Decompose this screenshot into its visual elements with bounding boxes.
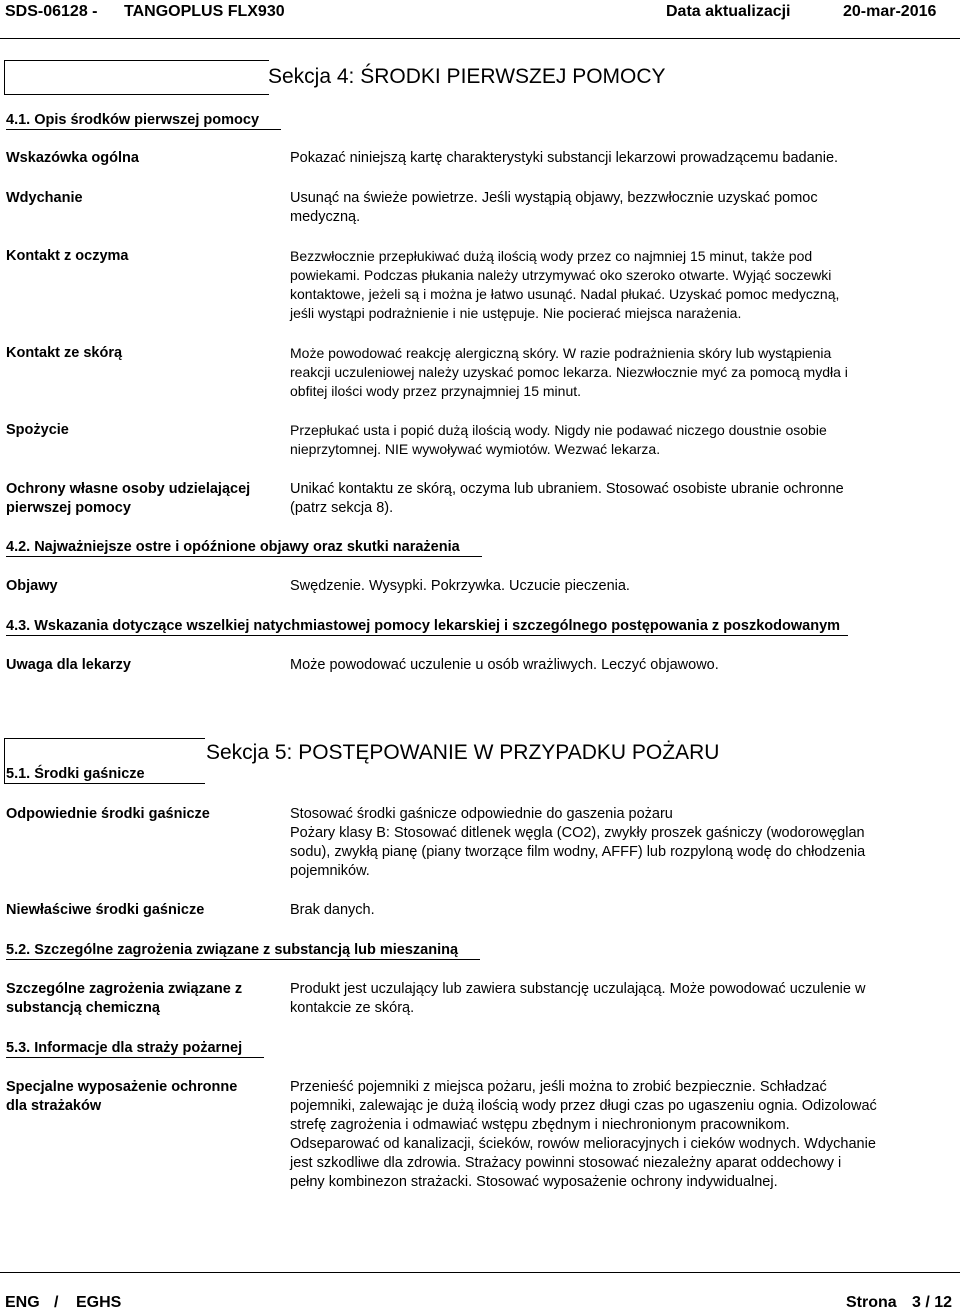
label-eye-contact: Kontakt z oczyma — [6, 248, 129, 264]
label-note-to-physicians: Uwaga dla lekarzy — [6, 657, 131, 673]
value-unsuitable-extinguishing: Brak danych. — [290, 902, 375, 918]
footer-format: EGHS — [76, 1294, 122, 1311]
value-eye-contact: Bezzwłocznie przepłukiwać dużą ilością wody przez co najmniej 15 minut, także pod powiekami. Podczas płukania należy utrzymywać oko szeroko otwarte. Wyjąć soczewki kontaktowe, jeżeli są i można je łatwo usunąć. Nadal płukać. Uzyskać pomoc medyczną, jeśli wystąpi podrażnienie i nie ustępuje. Nie pocierać miejsca narażenia. — [290, 248, 840, 321]
label-ingestion: Spożycie — [6, 422, 69, 438]
section5-title: Sekcja 5: POSTĘPOWANIE W PRZYPADKU POŻARU — [206, 741, 720, 764]
value-note-to-physicians: Może powodować uczulenie u osób wrażliwych. Leczyć objawowo. — [290, 657, 719, 673]
label-first-aider-protection: Ochrony własne osoby udzielającej pierwszej pomocy — [6, 481, 251, 516]
label-suitable-extinguishing: Odpowiednie środki gaśnicze — [6, 806, 210, 822]
product-name: TANGOPLUS FLX930 — [124, 3, 285, 20]
update-label: Data aktualizacji — [666, 3, 791, 20]
subsection-4-2: 4.2. Najważniejsze ostre i opóźnione objawy oraz skutki narażenia — [6, 538, 482, 557]
footer-page-number: 3 / 12 — [912, 1294, 953, 1311]
header-rule — [0, 38, 960, 39]
label-inhalation: Wdychanie — [6, 190, 83, 206]
section4-frame — [4, 60, 269, 95]
subsection-4-1: 4.1. Opis środków pierwszej pomocy — [6, 111, 281, 130]
section4-title: Sekcja 4: ŚRODKI PIERWSZEJ POMOCY — [268, 65, 666, 88]
value-firefighter-equipment: Przenieść pojemniki z miejsca pożaru, jeśli można to zrobić bezpiecznie. Schładzać pojemniki, zalewając je dużą ilością wody przez długi czas po ugaszeniu ognia. Odizolować strefę zagrożenia i odmawiać wstępu zbędnym i niechronionym pracownikom. Odseparować od kanalizacji, ścieków, rowów melioracyjnych i cieków wodnych. Wdychanie jest szkodliwe dla zdrowia. Strażacy powinni stosować niezależny aparat oddechowy i pełny kombinezon strażacki. Stosować wyposażenie ochrony indywidualnej. — [290, 1079, 877, 1190]
value-suitable-extinguishing: Stosować środki gaśnicze odpowiednie do gaszenia pożaru Pożary klasy B: Stosować ditlenek węgla (CO2), zwykły proszek gaśniczy (wodorowęglan sodu), zwykłą pianę (piany tworzące film wodny, AFFF) lub rozpyloną wodę do chłodzenia pojemników. — [290, 806, 866, 879]
value-skin-contact: Może powodować reakcję alergiczną skóry. W razie podrażnienia skóry lub wystąpienia reakcji uczuleniowej należy uzyskać pomoc lekarza. Niezwłocznie myć za pomocą mydła i obfitej ilości wody przez przynajmniej 15 minut. — [290, 345, 848, 399]
doc-id: SDS-06128 - — [5, 3, 98, 20]
subsection-5-3: 5.3. Informacje dla straży pożarnej — [6, 1039, 264, 1058]
label-unsuitable-extinguishing: Niewłaściwe środki gaśnicze — [6, 902, 205, 918]
subsection-5-1: 5.1. Środki gaśnicze — [6, 765, 167, 784]
label-firefighter-equipment: Specjalne wyposażenie ochronne dla strażaków — [6, 1079, 238, 1114]
footer-language: ENG — [5, 1294, 40, 1311]
footer-separator: / — [54, 1294, 59, 1311]
value-inhalation: Usunąć na świeże powietrze. Jeśli wystąpią objawy, bezzwłocznie uzyskać pomoc medyczną. — [290, 190, 818, 225]
label-skin-contact: Kontakt ze skórą — [6, 345, 123, 361]
value-ingestion: Przepłukać usta i popić dużą ilością wody. Nigdy nie podawać niczego doustnie osobie nieprzytomnej. NIE wywoływać wymiotów. Wezwać lekarza. — [290, 422, 827, 457]
label-symptoms: Objawy — [6, 578, 58, 594]
value-specific-hazards: Produkt jest uczulający lub zawiera substancję uczulającą. Może powodować uczulenie w kontakcie ze skórą. — [290, 981, 866, 1016]
footer-page-label: Strona — [846, 1294, 897, 1311]
label-general-advice: Wskazówka ogólna — [6, 150, 139, 166]
subsection-5-2: 5.2. Szczególne zagrożenia związane z substancją lub mieszaniną — [6, 941, 480, 960]
value-general-advice: Pokazać niniejszą kartę charakterystyki substancji lekarzowi prowadzącemu badanie. — [290, 150, 839, 166]
value-first-aider-protection: Unikać kontaktu ze skórą, oczyma lub ubraniem. Stosować osobiste ubranie ochronne (patrz sekcja 8). — [290, 481, 844, 516]
footer-rule — [0, 1272, 960, 1273]
value-symptoms: Swędzenie. Wysypki. Pokrzywka. Uczucie pieczenia. — [290, 578, 630, 594]
label-specific-hazards: Szczególne zagrożenia związane z substancją chemiczną — [6, 981, 243, 1016]
subsection-4-3: 4.3. Wskazania dotyczące wszelkiej natychmiastowej pomocy lekarskiej i szczególnego postępowania z poszkodowanym — [6, 617, 848, 636]
update-date: 20-mar-2016 — [843, 3, 937, 20]
